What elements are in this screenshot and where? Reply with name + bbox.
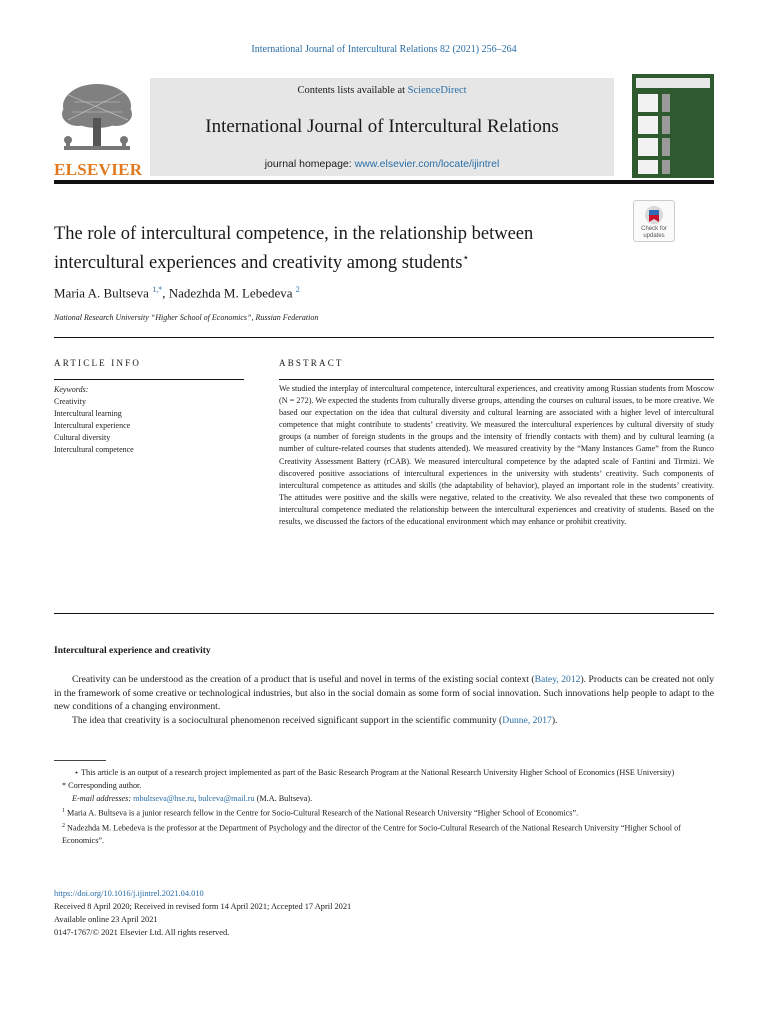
title-footnote-marker[interactable]: ⋆ [462, 252, 470, 264]
keyword-item: Intercultural experience [54, 421, 131, 430]
email-link-hse[interactable]: mbultseva@hse.ru [133, 794, 195, 803]
contents-availability: Contents lists available at ScienceDirect [297, 85, 467, 96]
footnotes [54, 766, 714, 847]
funding-footnote: ⋆ This article is an output of a research project implemented as part of the Basic Research Program at the National Research University Higher School of Economics (HSE University) [74, 768, 675, 777]
paragraph: The idea that creativity is a sociocultural phenomenon received significant support in the scientific community (Dunne, 2017). [72, 714, 558, 726]
keywords-label: Keywords: [54, 385, 89, 394]
keyword-item: Creativity [54, 397, 86, 406]
abstract-bottom-rule [54, 613, 714, 614]
abstract-rule [279, 379, 714, 380]
elsevier-tree-icon [54, 80, 140, 160]
elsevier-wordmark: ELSEVIER [54, 160, 143, 179]
journal-citation[interactable]: International Journal of Intercultural Relations 82 (2021) 256–264 [251, 44, 517, 55]
keyword-item: Cultural diversity [54, 433, 111, 442]
author-affiliation: National Research University “Higher School of Economics”, Russian Federation [54, 313, 319, 322]
author-list: Maria A. Bultseva $^{1,*}$, Nadezhda M. Lebedeva $^2$ [54, 285, 300, 301]
doi-link[interactable]: https://doi.org/10.1016/j.ijintrel.2021.04.010 [54, 889, 204, 898]
author-lebedeva[interactable]: Nadezhda M. Lebedeva [168, 285, 293, 301]
article-info-rule [54, 379, 244, 380]
abstract-text: We studied the interplay of intercultural competence, intercultural experiences, and creativity among Russian students from Moscow (N = 272). We expected the students from culturally diverse groups, attending the courses on cultural issues, to be more creative. We based our expectation on the idea that cultural diversity and cultural learning are associated with a higher level of intercultural competence that might contribute to students’ creativity. We measured the intercultural experiences by cultural diversity of study groups (a number of foreign students in the groups and the intensity of friendly contacts with them) and by cultural learning (a number of culture-related courses that students attended). We measured creativity by the “Many Instances Game” from the Runco Creativity Assessment Battery (rCAB). We measured intercultural competence by the adapted scale of Fantini and Tirmizi. We discovered positive associations of intercultural experiences in the university with students’ creativity. Such components of intercultural competence as attitudes and skills (the adaptability of behavior), played an important role in the students’ creativity. The attitudes were positive and the skills were negative, related to the creativity. We also revealed that these two components of intercultural competence mediated the relationship between the intercultural experiences and creativity of students. Based on the results, we discussed the factors of the educational environment which may enhance or prohibit creativity. [279, 384, 714, 527]
body-text [54, 673, 714, 727]
copyright-notice: 0147-1767/© 2021 Elsevier Ltd. All rights reserved. [54, 928, 230, 937]
footnote-1: $^1$ Maria A. Bultseva is a junior research fellow in the Centre for Socio-Cultural Research of the National Research University “Higher School of Economics”. [62, 808, 579, 818]
corresponding-author-note: * Corresponding author. [62, 781, 142, 790]
paragraph: Creativity can be understood as the creation of a product that is useful and novel in terms of the existing social context (Batey, 2012). Products can be created not only in the framework of some creative or technological industries, but also in the social domain as some form of social innovation. Such innovations help people to adapt to the new conditions of a changing environment. [54, 674, 714, 713]
footnote-divider [54, 760, 106, 761]
email-link-mail[interactable]: bulceva@mail.ru [198, 794, 255, 803]
citation-link-dunne[interactable]: Dunne, 2017 [502, 714, 552, 726]
article-metadata [54, 887, 351, 939]
keywords-block [54, 384, 134, 456]
section-heading: Intercultural experience and creativity [54, 646, 211, 656]
article-info-heading: ARTICLE INFO [54, 358, 142, 368]
article-history: Received 8 April 2020; Received in revised form 14 April 2021; Accepted 17 April 2021 [54, 902, 352, 911]
journal-cover-image[interactable] [632, 74, 714, 178]
abstract-heading: ABSTRACT [279, 358, 344, 368]
online-date: Available online 23 April 2021 [54, 915, 158, 924]
journal-masthead [54, 74, 714, 182]
masthead-divider [54, 180, 714, 184]
journal-homepage-link[interactable]: www.elsevier.com/locate/ijintrel [354, 158, 500, 170]
title-divider [54, 337, 714, 338]
journal-info-box [150, 78, 614, 176]
journal-homepage: journal homepage: www.elsevier.com/locate/ijintrel [264, 158, 500, 170]
article-title: The role of intercultural competence, in the relationship between intercultural experiences and creativity among students⋆ [54, 224, 534, 274]
email-addresses: E-mail addresses: mbultseva@hse.ru, bulceva@mail.ru (M.A. Bultseva). [72, 794, 313, 803]
footnote-2: $^2$ Nadezhda M. Lebedeva is the professor at the Department of Psychology and the director of the Centre for Socio-Cultural Research of the National Research University “Higher School of Economics”. [62, 822, 681, 846]
check-for-updates-button[interactable]: Check for updates [633, 200, 675, 242]
citation-link-batey[interactable]: Batey, 2012 [534, 674, 581, 685]
journal-title: International Journal of Intercultural Relations [205, 116, 559, 137]
keyword-item: Intercultural competence [54, 445, 134, 454]
author-bultseva[interactable]: Maria A. Bultseva [54, 285, 149, 301]
elsevier-logo[interactable] [54, 80, 143, 180]
sciencedirect-link[interactable]: ScienceDirect [407, 85, 467, 96]
keyword-item: Intercultural learning [54, 409, 122, 418]
